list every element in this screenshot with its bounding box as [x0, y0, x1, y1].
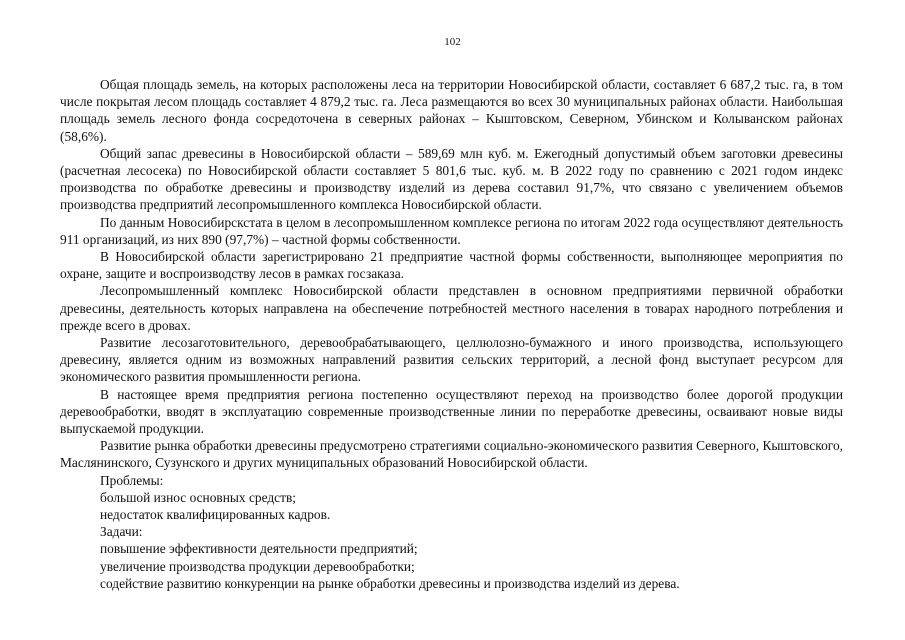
paragraph-forest-area: Общая площадь земель, на которых расположены леса на территории Новосибирской области, составляет 6 687,2 тыс. га, в том числе покрытая лесом площадь составляет 4 879,2 тыс. га. Леса размещаются во всех 30 муниципальных районах области. Наибольшая площадь земель лесного фонда сосредоточена в северных районах – Кыштовском, Северном, Убинском и Колыванском районах (58,6%).: [60, 77, 843, 144]
paragraph-wood-stock: Общий запас древесины в Новосибирской области – 589,69 млн куб. м. Ежегодный допустимый объем заготовки древесины (расчетная лесосека) по Новосибирской области составляет 5 801,6 тыс. куб. м. В 2022 году по сравнению с 2021 годом индекс производства по обработке древесины и производству изделий из дерева составил 91,7%, что связано с увеличением объемов производства предприятий лесопромышленного комплекса Новосибирской области.: [60, 145, 843, 213]
task-item: содействие развитию конкуренции на рынке обработки древесины и производства изделий из дерева.: [100, 575, 680, 591]
problem-item: недостаток квалифицированных кадров.: [100, 507, 331, 523]
tasks-heading: Задачи:: [100, 524, 143, 540]
document-body: [60, 76, 843, 592]
paragraph-industry-complex: Лесопромышленный комплекс Новосибирской области представлен в основном предприятиями первичной обработки древесины, деятельность которых направлена на обеспечение потребностей местного населения в товарах народного потребления и прежде всего в дровах.: [60, 283, 843, 333]
task-item: повышение эффективности деятельности предприятий;: [100, 541, 418, 557]
paragraph-organizations: По данным Новосибирскстата в целом в лесопромышленном комплексе региона по итогам 2022 года осуществляют деятельность 911 организаций, из них 890 (97,7%) – частной формы собственности.: [60, 214, 843, 247]
problem-item: большой износ основных средств;: [100, 489, 297, 505]
paragraph-modernization: В настоящее время предприятия региона постепенно осуществляют переход на производство более дорогой продукции деревообработки, вводят в эксплуатацию современные производственные линии по переработке древесины, осваивают новые виды выпускаемой продукции.: [60, 386, 843, 437]
paragraph-strategies: Развитие рынка обработки древесины предусмотрено стратегиями социально-экономического развития Северного, Кыштовского, Маслянинского, Сузунского и других муниципальных образований Новосибирской области.: [60, 438, 843, 471]
task-item: увеличение производства продукции деревообработки;: [100, 558, 415, 574]
paragraph-enterprises: В Новосибирской области зарегистрировано 21 предприятие частной формы собственности, выполняющее мероприятия по охране, защите и воспроизводству лесов в рамках госзаказа.: [60, 249, 843, 282]
page-number: 102: [444, 36, 461, 48]
problems-heading: Проблемы:: [100, 472, 164, 488]
paragraph-development: Развитие лесозаготовительного, деревообрабатывающего, целлюлозно-бумажного и иного производства, использующего древесину, является одним из возможных направлений развития сельских территорий, а лесной фонд выступает ресурсом для экономического развития промышленности региона.: [60, 335, 843, 385]
